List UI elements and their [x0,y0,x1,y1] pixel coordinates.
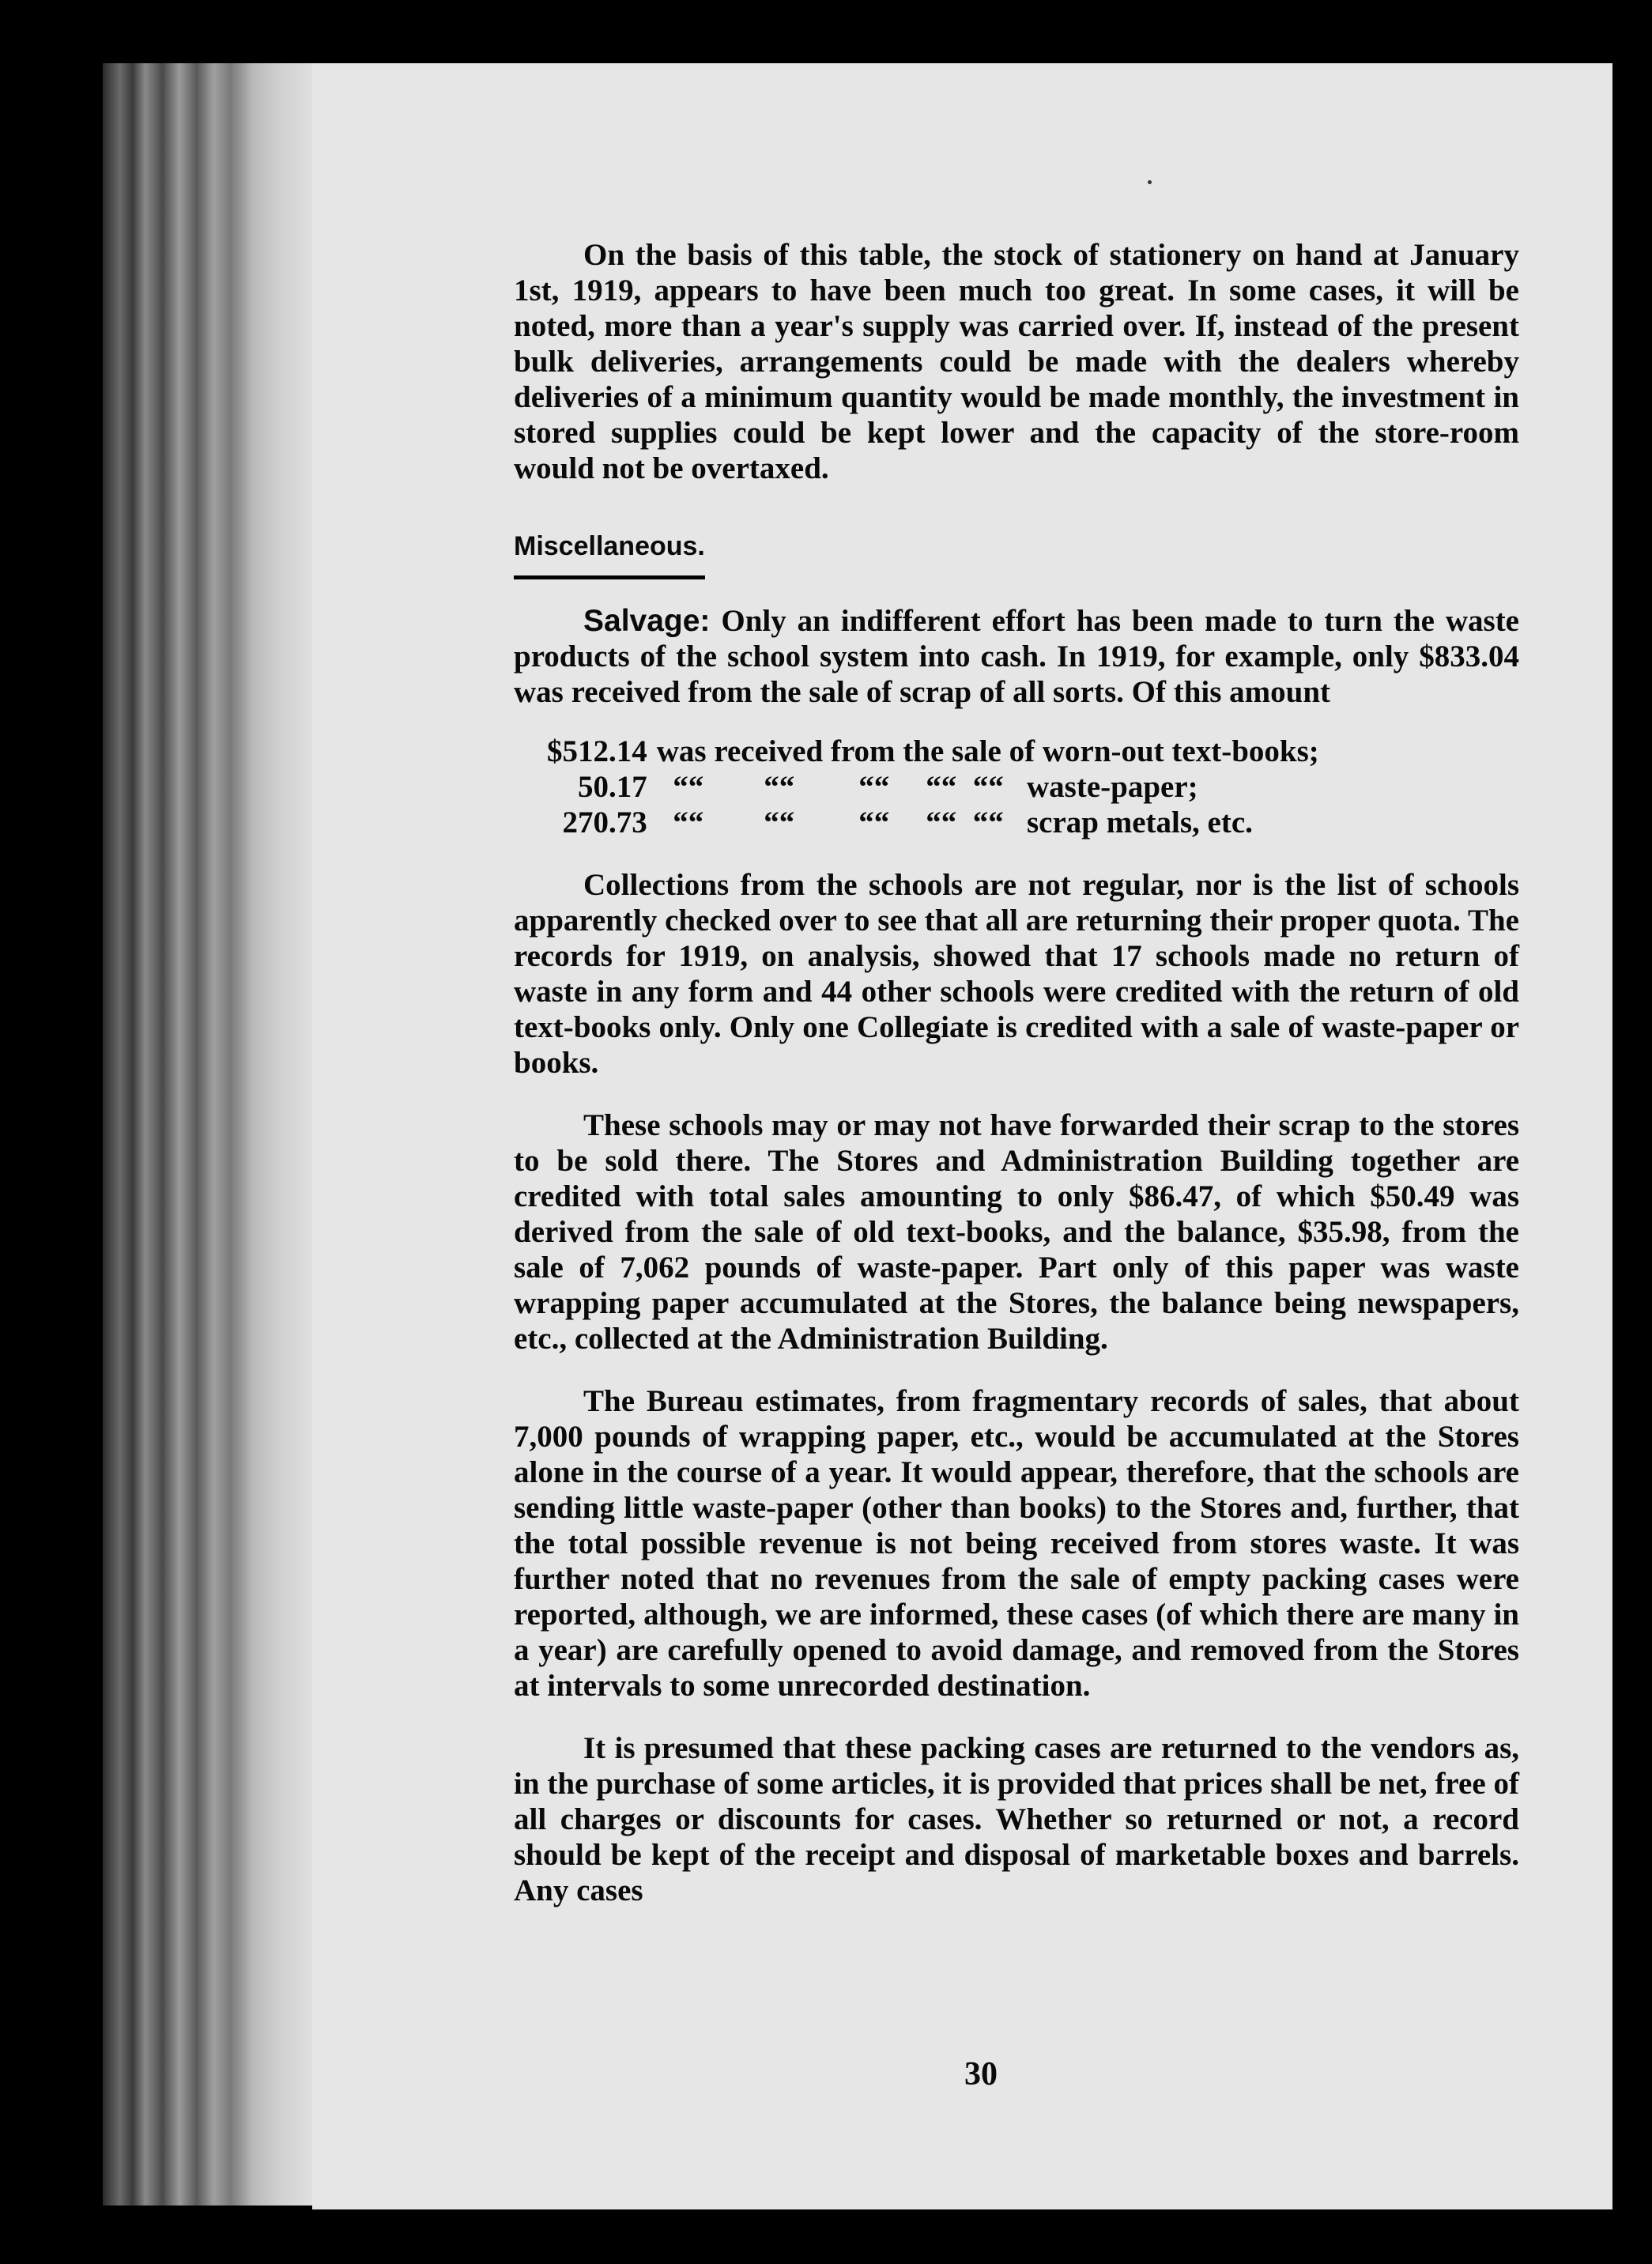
sales-item-label: waste-paper; [1027,770,1198,804]
paragraph-salvage [514,603,1519,710]
sales-row [547,769,1319,805]
ditto-mark: ““ [926,806,957,840]
ditto-mark: ““ [972,770,1004,804]
salvage-text: Only an indifferent effort has been made to turn the waste products of the school system into cash. In 1919, for example, only $833.04 was received from the sale of scrap of all sorts. Of this amount [514,604,1519,709]
salvage-sales-table [547,734,1319,840]
ditto-mark: ““ [858,770,890,804]
sales-row [547,805,1319,840]
sales-amount: 50.17 [578,770,647,804]
scan-speck [1148,180,1152,184]
paragraph-stores-sales: These schools may or may not have forwarded their scrap to the stores to be sold there. The Stores and Administration Building together are credited with total sales amounting to only $86.47, of which $50.49 was derived from the sale of old text-books, and the balance, $35.98, from the sale of 7,062 pounds of waste-paper. Part only of this paper was waste wrapping paper accumulated at the Stores, the balance being newspapers, etc., collected at the Administration Building. [514,1108,1519,1356]
ditto-mark: ““ [673,770,704,804]
ditto-mark: ““ [764,770,795,804]
ditto-mark: ““ [926,770,957,804]
salvage-label: Salvage: [583,604,711,638]
paragraph-stationery: On the basis of this table, the stock of stationery on hand at January 1st, 1919, appears to have been much too great. In some cases, it will be noted, more than a year's supply was carried over. If, instead of the present bulk deliveries, arrangements could be made with the dealers whereby deliveries of a minimum quantity would be made monthly, the investment in stored supplies could be kept lower and the capacity of the store-room would not be overtaxed. [514,238,1519,485]
sales-amount: $512.14 [547,734,647,768]
sales-description: was received from the sale of worn-out text-books; [656,734,1319,768]
ditto-mark: ““ [858,806,890,840]
page-text [514,237,1519,1908]
paragraph-packing-cases: It is presumed that these packing cases are returned to the vendors as, in the purchase of some articles, it is provided that prices shall be net, free of all charges or discounts for cases. Whether so returned or not, a record should be kept of the receipt and disposal of marketable boxes and barrels. Any cases [514,1731,1519,1907]
sales-amount: 270.73 [562,806,647,840]
book-page-edges [103,63,316,2206]
paragraph-bureau-estimates: The Bureau estimates, from fragmentary records of sales, that about 7,000 pounds of wrapping paper, etc., would be accumulated at the Stores alone in the course of a year. It would appear, therefore, that the schools are sending little waste-paper (other than books) to the Stores and, further, that the total possible revenue is not being received from stores waste. It was further noted that no revenues from the sale of empty packing cases were reported, although, we are informed, these cases (of which there are many in a year) are carefully opened to avoid damage, and removed from the Stores at intervals to some unrecorded destination. [514,1384,1519,1703]
ditto-mark: ““ [972,806,1004,840]
section-heading: Miscellaneous. [514,529,705,579]
sales-item-label: scrap metals, etc. [1027,806,1253,840]
ditto-mark: ““ [764,806,795,840]
sales-item [973,805,1319,840]
ditto-mark: ““ [673,806,704,840]
page-number: 30 [964,2056,998,2092]
sales-row [547,734,1319,769]
sales-item [973,769,1319,805]
paragraph-collections: Collections from the schools are not regular, nor is the list of schools apparently checked over to see that all are returning their proper quota. The records for 1919, on analysis, showed that 17 schools made no return of waste in any form and 44 other schools were credited with the return of old text-books only. Only one Collegiate is credited with a sale of waste-paper or books. [514,868,1519,1080]
section-heading-wrap [514,507,1519,579]
